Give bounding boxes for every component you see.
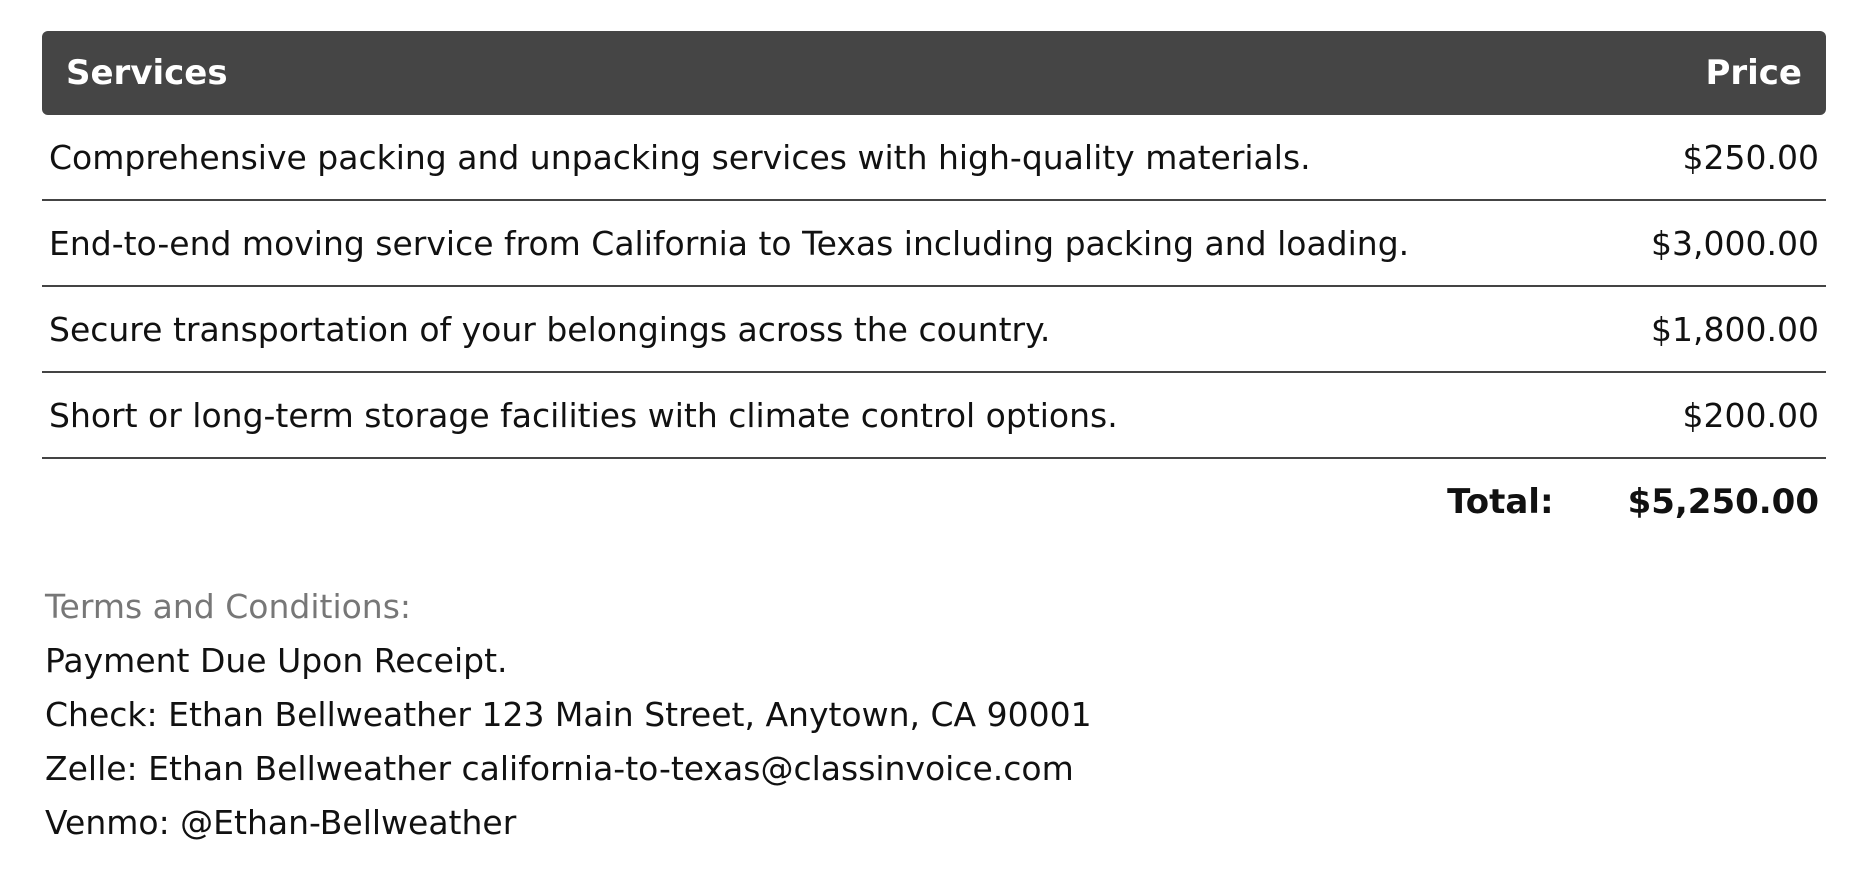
service-price: $3,000.00 <box>1651 223 1819 263</box>
services-column-header: Services <box>66 53 228 93</box>
total-value: $5,250.00 <box>1627 482 1819 522</box>
service-description: Secure transportation of your belongings across the country. <box>49 309 1051 349</box>
table-row <box>42 373 1826 459</box>
price-column-header: Price <box>1705 53 1802 93</box>
table-header <box>42 31 1826 115</box>
terms-section <box>45 580 1092 850</box>
table-row <box>42 287 1826 373</box>
service-description: Comprehensive packing and unpacking services with high-quality materials. <box>49 137 1311 177</box>
service-price: $250.00 <box>1682 137 1819 177</box>
service-price: $200.00 <box>1682 395 1819 435</box>
service-price: $1,800.00 <box>1651 309 1819 349</box>
venmo-payment-info: Venmo: @Ethan-Bellweather <box>45 803 517 842</box>
service-description: End-to-end moving service from California to Texas including packing and loading. <box>49 223 1410 263</box>
zelle-payment-info: Zelle: Ethan Bellweather california-to-texas@classinvoice.com <box>45 749 1074 788</box>
terms-heading: Terms and Conditions: <box>45 587 412 626</box>
check-payment-info: Check: Ethan Bellweather 123 Main Street, Anytown, CA 90001 <box>45 695 1092 734</box>
total-label: Total: <box>1447 482 1554 522</box>
table-row <box>42 115 1826 201</box>
total-row <box>42 459 1826 545</box>
table-row <box>42 201 1826 287</box>
service-description: Short or long-term storage facilities with climate control options. <box>49 395 1118 435</box>
payment-terms: Payment Due Upon Receipt. <box>45 641 508 680</box>
invoice-services-table <box>42 31 1826 545</box>
